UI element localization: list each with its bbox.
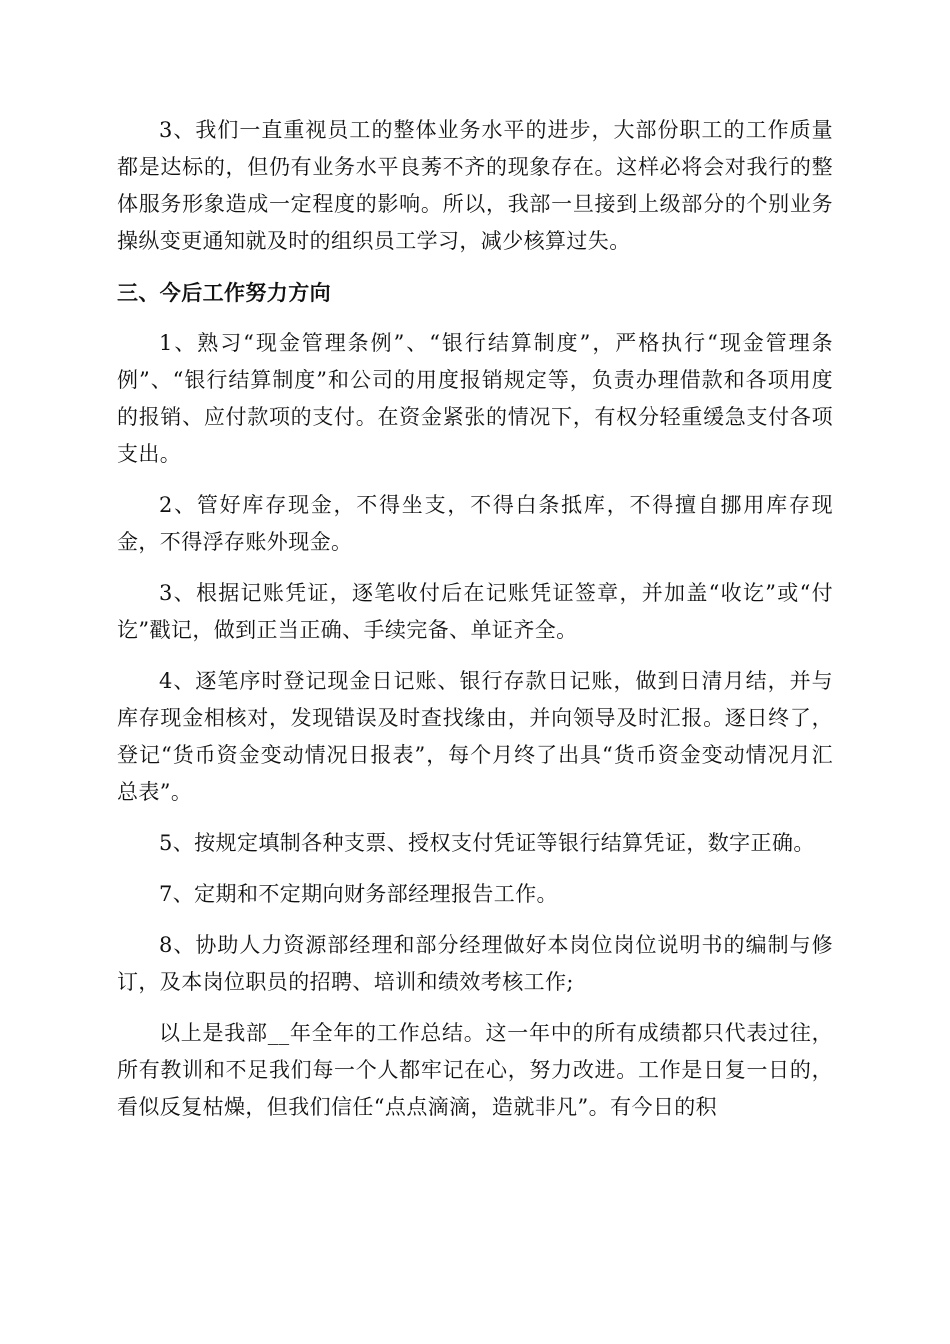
paragraph-8-hr-support: 8、协助人力资源部经理和部分经理做好本岗位岗位说明书的编制与修订，及本岗位职员的招聘、培训和绩效考核工作; (117, 933, 833, 994)
paragraph-3-vouchers: 3、根据记账凭证，逐笔收付后在记账凭证签章，并加盖“收讫”或“付讫”戳记，做到正当正确、手续完备、单证齐全。 (117, 581, 833, 642)
document-body (117, 112, 833, 1126)
paragraph-5-cheques: 5、按规定填制各种支票、授权支付凭证等银行结算凭证，数字正确。 (159, 831, 815, 855)
paragraph-1-cash-regulations: 1、熟习“现金管理条例”、“银行结算制度”，严格执行“现金管理条例”、“银行结算制度”和公司的用度报销规定等，负责办理借款和各项用度的报销、应付款项的支付。在资金紧张的情况下，有权分轻重缓急支付各项支出。 (117, 331, 833, 466)
paragraph-3-staff-skill: 3、我们一直重视员工的整体业务水平的进步，大部份职工的工作质量都是达标的，但仍有业务水平良莠不齐的现象存在。这样必将会对我行的整体服务形象造成一定程度的影响。所以，我部一旦接到上级部分的个别业务操纵变更通知就及时的组织员工学习，减少核算过失。 (117, 118, 833, 253)
paragraph-7-reporting: 7、定期和不定期向财务部经理报告工作。 (159, 882, 558, 906)
paragraph-2-cash-custody: 2、管好库存现金，不得坐支，不得白条抵库，不得擅自挪用库存现金，不得浮存账外现金。 (117, 493, 833, 554)
paragraph-summary: 以上是我部__年全年的工作总结。这一年中的所有成绩都只代表过往，所有教训和不足我们每一个人都牢记在心，努力改进。工作是日复一日的，看似反复枯燥，但我们信任“点点滴滴，造就非凡”。有今日的积 (117, 1021, 833, 1119)
section-heading-future-direction: 三、今后工作努力方向 (117, 280, 331, 305)
paragraph-4-journals: 4、逐笔序时登记现金日记账、银行存款日记账，做到日清月结，并与库存现金相核对，发现错误及时查找缘由，并向领导及时汇报。逐日终了，登记“货币资金变动情况日报表”，每个月终了出具“货币资金变动情况月汇总表”。 (117, 669, 833, 804)
